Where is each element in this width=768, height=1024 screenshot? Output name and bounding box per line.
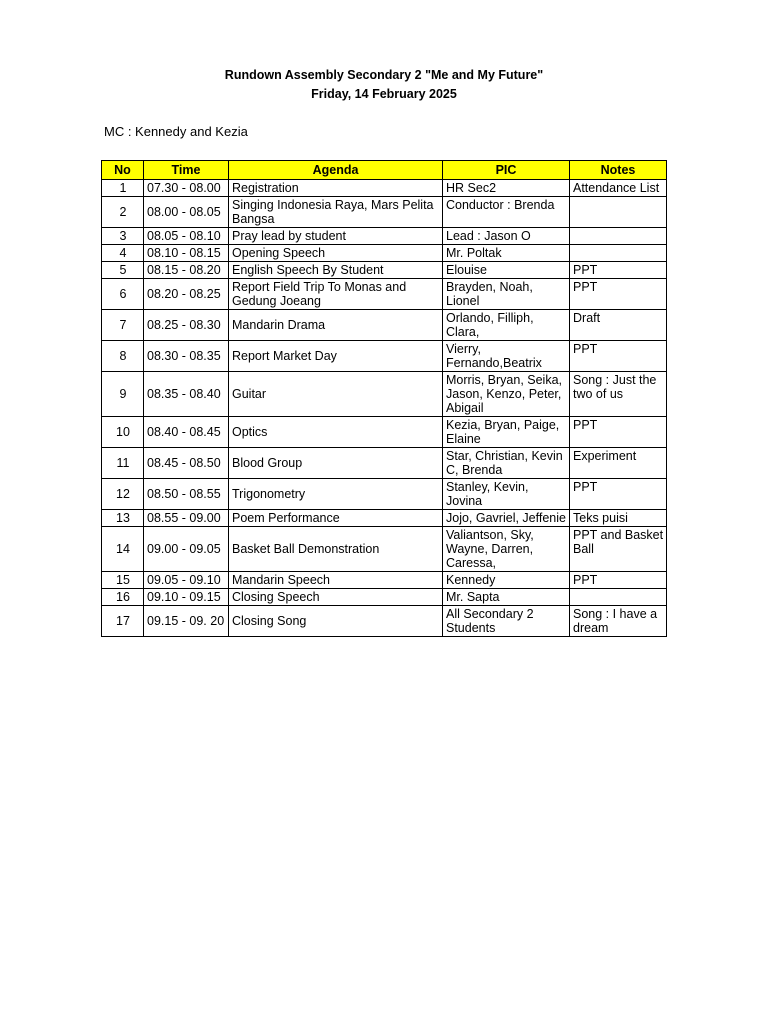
- cell-pic: Brayden, Noah, Lionel: [443, 279, 570, 310]
- cell-pic: Elouise: [443, 262, 570, 279]
- cell-pic: Conductor : Brenda: [443, 197, 570, 228]
- cell-time: 07.30 - 08.00: [144, 180, 229, 197]
- table-row: [102, 417, 667, 448]
- cell-pic: All Secondary 2 Students: [443, 606, 570, 637]
- cell-pic: Valiantson, Sky, Wayne, Darren, Caressa,: [443, 527, 570, 572]
- rundown-table: [101, 160, 667, 637]
- cell-notes: [570, 589, 667, 606]
- cell-pic: Orlando, Filliph, Clara,: [443, 310, 570, 341]
- cell-notes: PPT: [570, 572, 667, 589]
- cell-time: 08.20 - 08.25: [144, 279, 229, 310]
- cell-pic: Lead : Jason O: [443, 228, 570, 245]
- cell-agenda: Blood Group: [229, 448, 443, 479]
- cell-agenda: Closing Song: [229, 606, 443, 637]
- cell-notes: Draft: [570, 310, 667, 341]
- cell-agenda: Mandarin Speech: [229, 572, 443, 589]
- cell-no: 13: [102, 510, 144, 527]
- column-header-time: Time: [144, 161, 229, 180]
- cell-time: 09.15 - 09. 20: [144, 606, 229, 637]
- mc-line: MC : Kennedy and Kezia: [104, 124, 248, 139]
- cell-no: 16: [102, 589, 144, 606]
- column-header-notes: Notes: [570, 161, 667, 180]
- table-row: [102, 197, 667, 228]
- cell-no: 9: [102, 372, 144, 417]
- cell-time: 08.35 - 08.40: [144, 372, 229, 417]
- cell-notes: Teks puisi: [570, 510, 667, 527]
- table-row: [102, 245, 667, 262]
- cell-notes: Song : Just the two of us: [570, 372, 667, 417]
- cell-no: 3: [102, 228, 144, 245]
- table-header-row: [102, 161, 667, 180]
- cell-no: 12: [102, 479, 144, 510]
- cell-agenda: Basket Ball Demonstration: [229, 527, 443, 572]
- cell-no: 5: [102, 262, 144, 279]
- cell-pic: Mr. Sapta: [443, 589, 570, 606]
- cell-agenda: Singing Indonesia Raya, Mars Pelita Bangsa: [229, 197, 443, 228]
- cell-time: 08.30 - 08.35: [144, 341, 229, 372]
- cell-agenda: Report Market Day: [229, 341, 443, 372]
- cell-time: 09.00 - 09.05: [144, 527, 229, 572]
- table-row: [102, 228, 667, 245]
- table-row: [102, 589, 667, 606]
- cell-time: 08.25 - 08.30: [144, 310, 229, 341]
- cell-pic: Stanley, Kevin, Jovina: [443, 479, 570, 510]
- cell-pic: Kezia, Bryan, Paige, Elaine: [443, 417, 570, 448]
- cell-pic: Vierry, Fernando,Beatrix: [443, 341, 570, 372]
- cell-pic: Jojo, Gavriel, Jeffenie: [443, 510, 570, 527]
- cell-notes: PPT: [570, 341, 667, 372]
- cell-agenda: Guitar: [229, 372, 443, 417]
- cell-notes: [570, 228, 667, 245]
- cell-pic: HR Sec2: [443, 180, 570, 197]
- cell-no: 10: [102, 417, 144, 448]
- cell-time: 08.45 - 08.50: [144, 448, 229, 479]
- cell-notes: PPT: [570, 262, 667, 279]
- cell-no: 14: [102, 527, 144, 572]
- cell-time: 08.50 - 08.55: [144, 479, 229, 510]
- cell-notes: PPT and Basket Ball: [570, 527, 667, 572]
- cell-agenda: Poem Performance: [229, 510, 443, 527]
- cell-notes: PPT: [570, 279, 667, 310]
- cell-no: 17: [102, 606, 144, 637]
- cell-agenda: Report Field Trip To Monas and Gedung Joeang: [229, 279, 443, 310]
- cell-time: 08.00 - 08.05: [144, 197, 229, 228]
- table-row: [102, 180, 667, 197]
- cell-time: 08.10 - 08.15: [144, 245, 229, 262]
- cell-agenda: Pray lead by student: [229, 228, 443, 245]
- cell-agenda: Closing Speech: [229, 589, 443, 606]
- cell-no: 1: [102, 180, 144, 197]
- cell-no: 6: [102, 279, 144, 310]
- cell-pic: Morris, Bryan, Seika, Jason, Kenzo, Peter, Abigail: [443, 372, 570, 417]
- table-row: [102, 310, 667, 341]
- cell-notes: [570, 245, 667, 262]
- column-header-pic: PIC: [443, 161, 570, 180]
- cell-time: 08.15 - 08.20: [144, 262, 229, 279]
- table-row: [102, 479, 667, 510]
- cell-no: 15: [102, 572, 144, 589]
- cell-no: 4: [102, 245, 144, 262]
- cell-time: 08.55 - 09.00: [144, 510, 229, 527]
- table-row: [102, 606, 667, 637]
- cell-time: 09.05 - 09.10: [144, 572, 229, 589]
- cell-agenda: English Speech By Student: [229, 262, 443, 279]
- table-row: [102, 372, 667, 417]
- table-row: [102, 527, 667, 572]
- cell-time: 08.40 - 08.45: [144, 417, 229, 448]
- cell-agenda: Registration: [229, 180, 443, 197]
- cell-agenda: Opening Speech: [229, 245, 443, 262]
- table-row: [102, 341, 667, 372]
- cell-time: 08.05 - 08.10: [144, 228, 229, 245]
- cell-agenda: Mandarin Drama: [229, 310, 443, 341]
- document-title: Rundown Assembly Secondary 2 "Me and My Future": [224, 68, 544, 82]
- cell-no: 2: [102, 197, 144, 228]
- cell-notes: PPT: [570, 479, 667, 510]
- cell-no: 11: [102, 448, 144, 479]
- cell-pic: Star, Christian, Kevin C, Brenda: [443, 448, 570, 479]
- column-header-no: No: [102, 161, 144, 180]
- cell-pic: Kennedy: [443, 572, 570, 589]
- cell-notes: Attendance List: [570, 180, 667, 197]
- table-row: [102, 510, 667, 527]
- cell-time: 09.10 - 09.15: [144, 589, 229, 606]
- cell-no: 8: [102, 341, 144, 372]
- table-row: [102, 262, 667, 279]
- column-header-agenda: Agenda: [229, 161, 443, 180]
- cell-pic: Mr. Poltak: [443, 245, 570, 262]
- cell-notes: Song : I have a dream: [570, 606, 667, 637]
- cell-notes: Experiment: [570, 448, 667, 479]
- cell-notes: PPT: [570, 417, 667, 448]
- table-row: [102, 279, 667, 310]
- table-row: [102, 572, 667, 589]
- cell-agenda: Trigonometry: [229, 479, 443, 510]
- cell-no: 7: [102, 310, 144, 341]
- cell-agenda: Optics: [229, 417, 443, 448]
- cell-notes: [570, 197, 667, 228]
- document-date: Friday, 14 February 2025: [311, 87, 457, 101]
- table-row: [102, 448, 667, 479]
